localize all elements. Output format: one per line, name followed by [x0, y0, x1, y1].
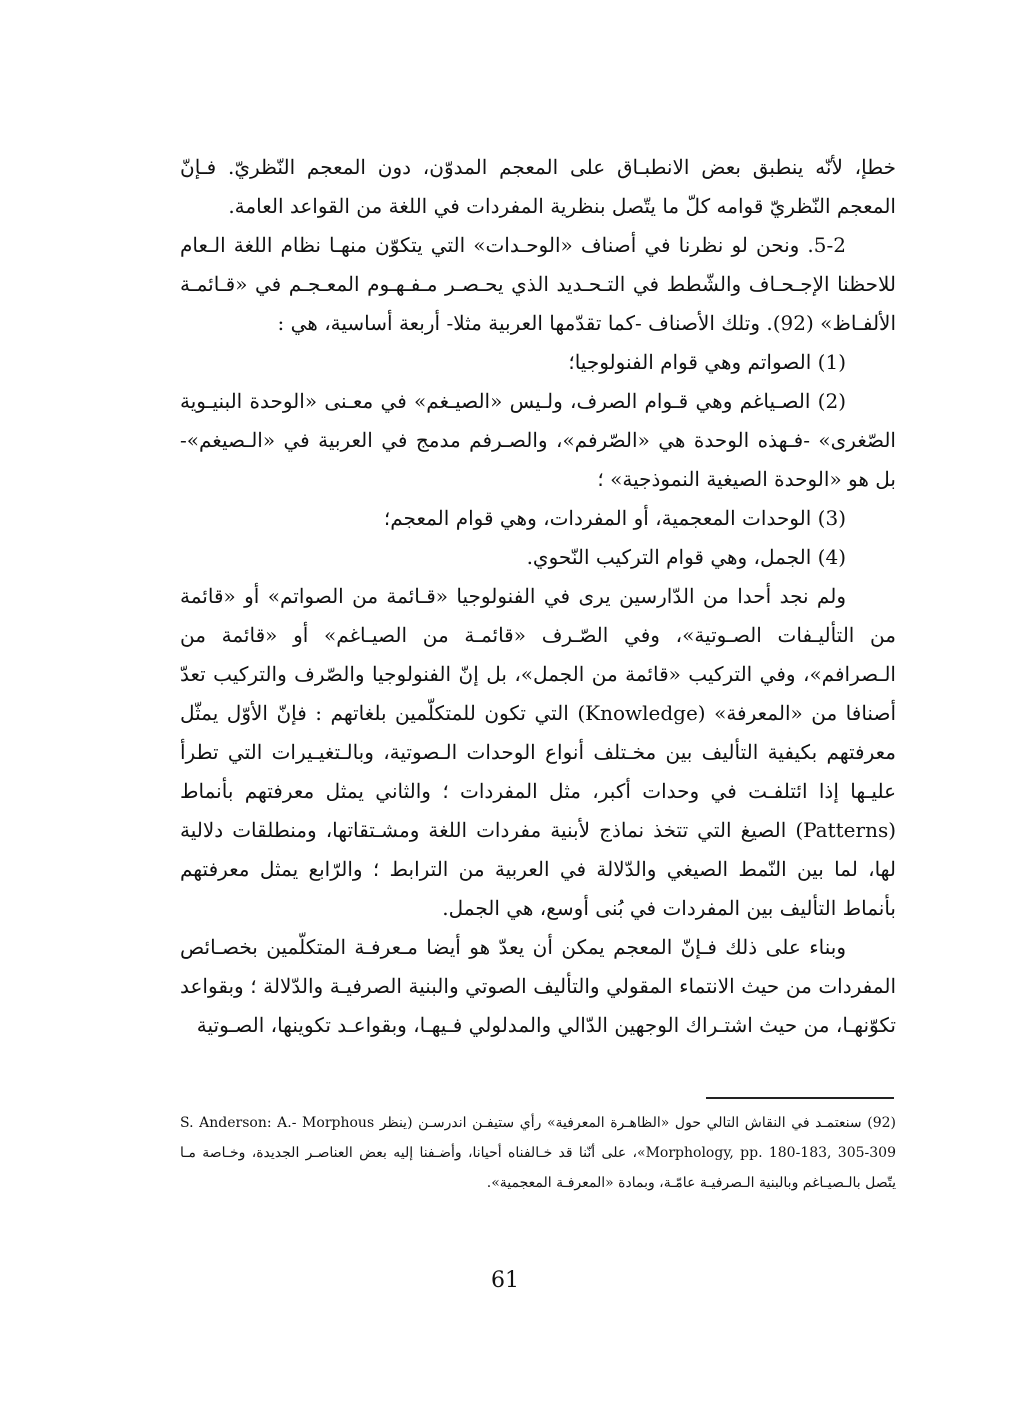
page-number: 61 [491, 1268, 519, 1293]
paragraph-3 [180, 577, 896, 928]
paragraph-3-part-c: الصيغ التي تتخذ نماذج لأبنية مفردات اللغة ومشـتقاتها، ومنطلقات دلالية لها، لما بين النّمط الصيغي والدّلالة في العربية من الترابط ؛ والرّابع يمثل معرفتهم بأنماط التأليف بين المفردات في بُنى أوسع، هي الجمل. [180, 818, 896, 920]
paragraph-3-part-a: ولم نجد أحدا من الدّارسين يرى في الفنولوجيا «قـائمة من الصواتم» أو «قائمة من التأليـفات الصـوتية»، وفي الصّـرف «قائمـة من الصيـاغم» أو «قائمة من الـصرافم»، وفي التركيب «قائمة من الجمل»، بل إنّ الفنولوجيا والصّرف والتركيب تعدّ أصنافا من «المعرفة» [180, 584, 896, 725]
list-item-4: (4) الجمل، وهي قوام التركيب النّحوي. [526, 545, 846, 569]
patterns-term: (Patterns) [795, 818, 897, 842]
section-number: 5-2. [807, 233, 846, 257]
knowledge-term: (Knowledge) [577, 701, 706, 725]
list-item-2: (2) الصـياغم وهي قـوام الصرف، ولـيس «الصيـغم» في معـنى «الوحدة البنيـوية الصّغرى» -فـهذه الوحدة هي «الصّرفم»، والصـرفم مدمج في العربية في «الـصيغم»- بل هو «الوحدة الصيغية النموذجية» ؛ [180, 389, 896, 491]
list-item-1: (1) الصواتم وهي قوام الفنولوجيا؛ [568, 350, 846, 374]
footnote-92 [180, 1108, 896, 1198]
paragraph-3-part-b: التي تكون للمتكلّمين بلغاتهم : فإنّ الأوّل يمثّل معرفتهم بكيفية التأليف بين مخـتلف أنواع الوحدات الـصوتية، وبالـتغيـيرات التي تطرأ عليـها إذا ائتلفـت في وحدات أكبر، مثل المفردات ؛ والثاني يمثل معرفتهم بأنماط [180, 701, 896, 803]
paragraph-2-text: ونحن لو نظرنا في أصناف «الوحـدات» التي يتكوّن منهـا نظام اللغة الـعام للاحظنا الإجـحـاف والشّطط في التـحـديد الذي يحـصـر مـفـهـوم المعـجـم في «قـائمـة الألفـاظ» [180, 233, 896, 335]
footnote-text-b: »، على أنّنا قد خـالفناه أحيانا، وأضـفنا إليه بعض العناصـر الجديدة، وخـاصة مـا يتّصل بالـصيـاغم وبالبنية الـصرفيـة عامّـة، وبمادة «المعرفـة المعجمية». [180, 1145, 896, 1191]
paragraph-1: خطإ، لأنّه ينطبق بعض الانطبـاق على المعجم المدوّن، دون المعجم النّظريّ. فـإنّ المعجم النّظريّ قوامه كلّ ما يتّصل بنظرية المفردات في اللغة من القواعد العامة. [180, 155, 896, 218]
paragraph-2 [180, 226, 896, 343]
paragraph-2-tail: . وتلك الأصناف -كما تقدّمها العربية مثلا- أربعة أساسية، هي : [277, 311, 773, 335]
body-text [180, 148, 896, 1045]
footnote-divider [706, 1097, 894, 1099]
list-item-3: (3) الوحدات المعجمية، أو المفردات، وهي قوام المعجم؛ [383, 506, 846, 530]
footnote-reference: (92) [772, 311, 814, 335]
paragraph-4: وبناء على ذلك فـإنّ المعجم يمكن أن يعدّ هو أيضا مـعرفـة المتكلّمين بخصـائص المفردات من حيث الانتماء المقولي والتأليف الصوتي والبنية الصرفيـة والدّلالة ؛ وبقواعد تكوّنهـا، من حيث اشتـراك الوجهين الدّالي والمدلولي فـيهـا، وبقواعـد تكوينها، الصـوتية [180, 935, 896, 1037]
footnote-latin-reference: S. Anderson: A.- Morphous Morphology, pp. 180-183, 305-309 [180, 1115, 896, 1161]
footnote [180, 1108, 896, 1198]
footnote-text-a: (92) سنعتمـد في النقاش التالي حول «الظاهـرة المعرفية» رأي ستيفـن اندرسـن (ينظر [379, 1115, 896, 1131]
